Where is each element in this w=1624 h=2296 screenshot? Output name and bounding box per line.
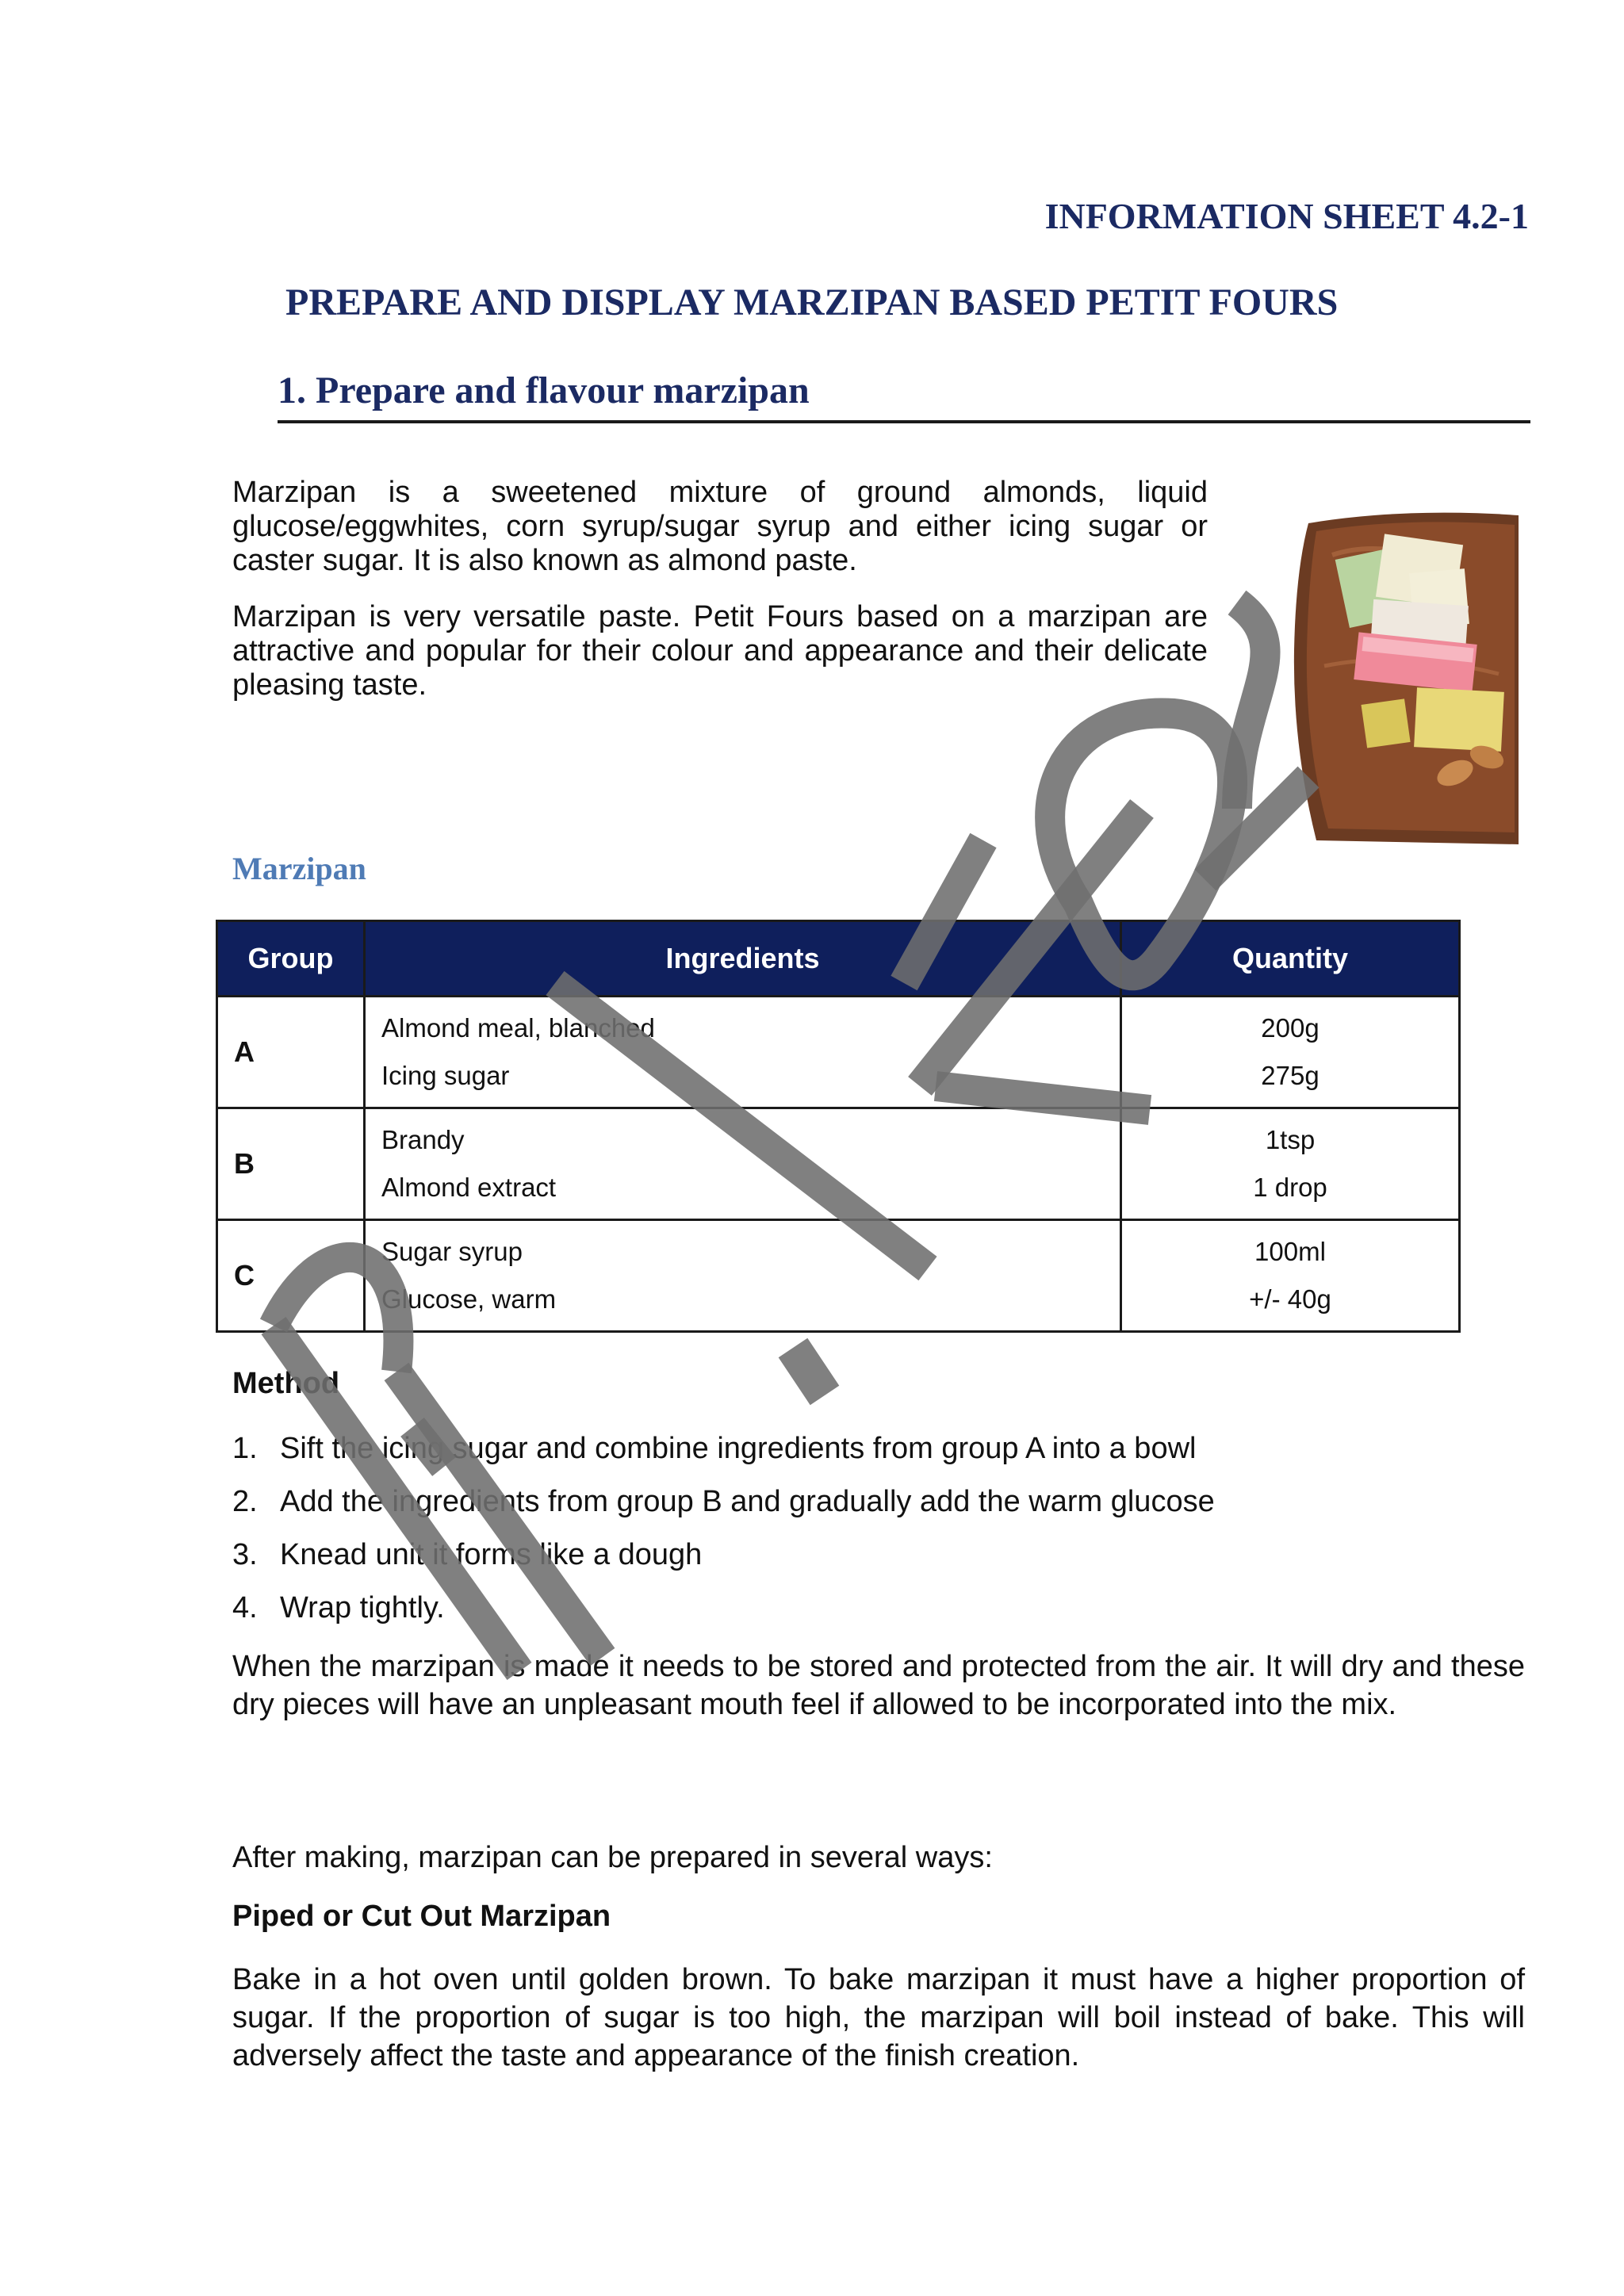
method-heading: Method (232, 1367, 340, 1400)
quantity: 100ml (1254, 1237, 1326, 1266)
marzipan-photo-icon (1285, 507, 1519, 844)
ingredient: Icing sugar (381, 1061, 510, 1090)
table-row (217, 997, 1460, 1108)
column-header-group: Group (217, 921, 365, 997)
table-header-row (217, 921, 1460, 997)
step-number: 3. (232, 1538, 258, 1571)
quantity-cell (1121, 997, 1460, 1108)
group-cell: C (217, 1220, 365, 1332)
bake-paragraph: Bake in a hot oven until golden brown. To bake marzipan it must have a higher proportion of sugar. If the proportion of sugar is too high, the marzipan will boil instead of bake. This will adversely affect the taste and appearance of the finish creation. (232, 1963, 1525, 2072)
step-text: Wrap tightly. (280, 1591, 445, 1624)
quantity: +/- 40g (1249, 1284, 1331, 1314)
list-item (232, 1483, 1215, 1536)
step-text: Knead unit it forms like a dough (280, 1538, 703, 1571)
table-row (217, 1108, 1460, 1220)
ingredients-cell (365, 997, 1121, 1108)
table-caption: Marzipan (232, 851, 366, 886)
step-text: Add the ingredients from group B and gradually add the warm glucose (280, 1485, 1215, 1518)
method-steps (232, 1429, 1215, 1642)
step-text: Sift the icing sugar and combine ingredients from group A into a bowl (280, 1432, 1197, 1465)
quantity: 200g (1261, 1013, 1320, 1043)
table-row (217, 1220, 1460, 1332)
ingredient: Brandy (381, 1125, 465, 1154)
quantity: 275g (1261, 1061, 1320, 1090)
quantity: 1 drop (1253, 1173, 1327, 1202)
list-item (232, 1429, 1215, 1483)
column-header-ingredients: Ingredients (365, 921, 1121, 997)
column-header-quantity: Quantity (1121, 921, 1460, 997)
quantity: 1tsp (1265, 1125, 1316, 1154)
step-number: 4. (232, 1591, 258, 1624)
group-cell: A (217, 997, 365, 1108)
step-number: 2. (232, 1485, 258, 1518)
ingredient: Glucose, warm (381, 1284, 557, 1314)
quantity-cell (1121, 1220, 1460, 1332)
ingredients-cell (365, 1108, 1121, 1220)
ingredients-table (216, 920, 1461, 1333)
list-item (232, 1589, 1215, 1642)
storage-paragraph: When the marzipan is made it needs to be stored and protected from the air. It will dry and these dry pieces will have an unpleasant mouth feel if allowed to be incorporated into the mix. (232, 1650, 1525, 1721)
ingredient: Almond meal, blanched (381, 1013, 655, 1043)
section-heading: 1. Prepare and flavour marzipan (278, 369, 1530, 423)
intro-paragraph-2: Marzipan is very versatile paste. Petit Fours based on a marzipan are attractive and popular for their colour and appearance and their delicate pleasing taste. (232, 600, 1208, 702)
after-making-text: After making, marzipan can be prepared in several ways: (232, 1841, 993, 1874)
ingredients-cell (365, 1220, 1121, 1332)
ingredient: Almond extract (381, 1173, 557, 1202)
step-number: 1. (232, 1432, 258, 1465)
page-title: PREPARE AND DISPLAY MARZIPAN BASED PETIT FOURS (285, 281, 1339, 323)
list-item (232, 1536, 1215, 1589)
quantity-cell (1121, 1108, 1460, 1220)
piped-heading: Piped or Cut Out Marzipan (232, 1900, 611, 1933)
group-cell: B (217, 1108, 365, 1220)
intro-paragraph-1: Marzipan is a sweetened mixture of ground almonds, liquid glucose/eggwhites, corn syrup/sugar syrup and either icing sugar or caster sugar. It is also known as almond paste. (232, 476, 1208, 577)
ingredient: Sugar syrup (381, 1237, 523, 1266)
information-sheet-title: INFORMATION SHEET 4.2-1 (1044, 196, 1529, 236)
